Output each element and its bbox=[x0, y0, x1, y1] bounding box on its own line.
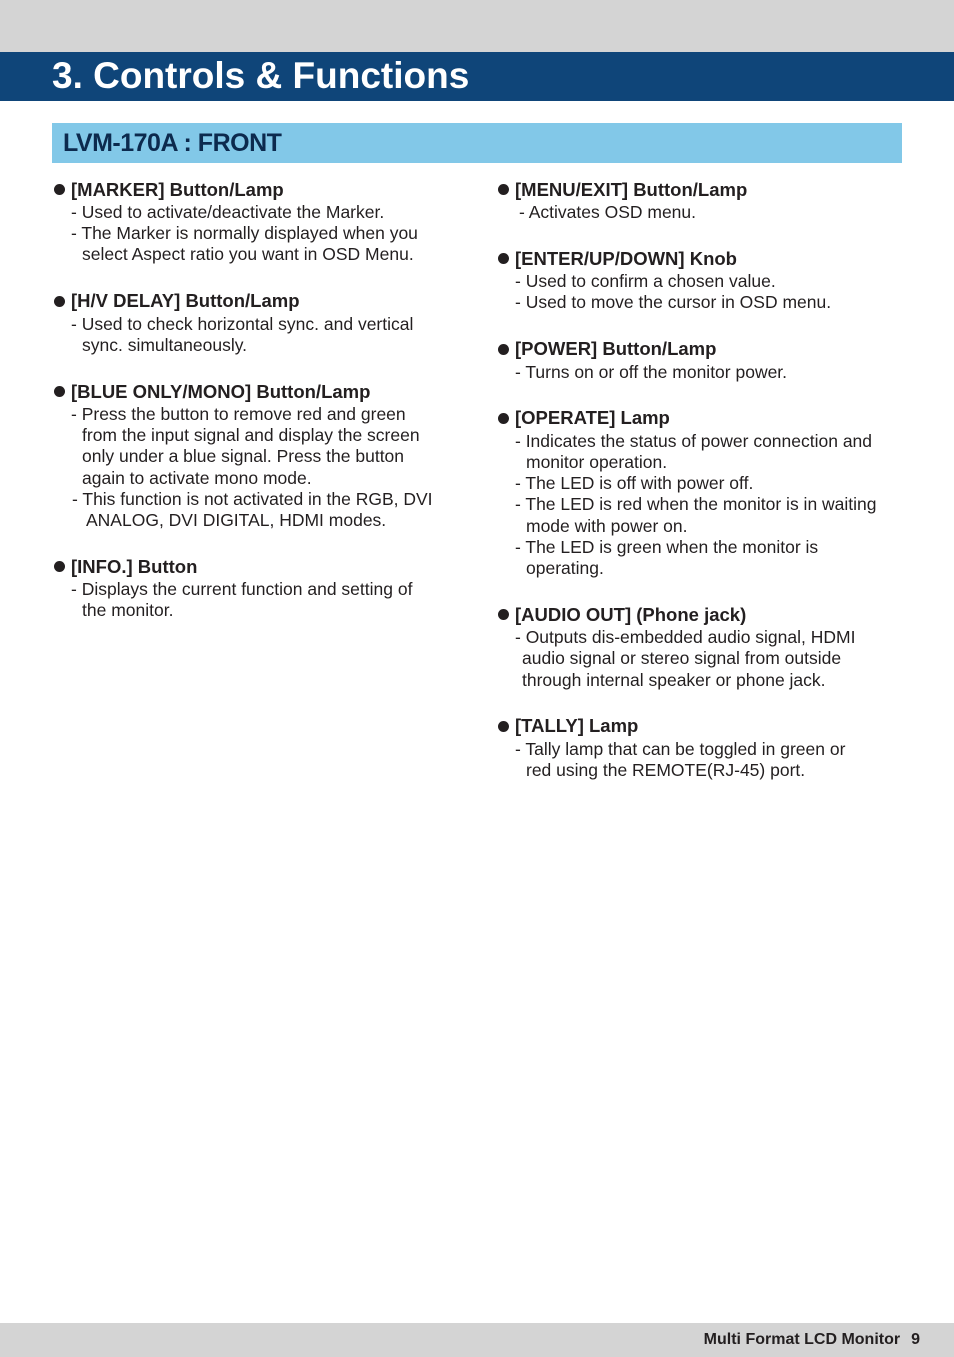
footer bbox=[704, 1328, 920, 1352]
item-title: [TALLY] Lamp bbox=[515, 715, 639, 737]
chapter-title-bar bbox=[0, 52, 954, 101]
item-audio-out bbox=[496, 602, 916, 691]
item-title: [AUDIO OUT] (Phone jack) bbox=[515, 603, 747, 625]
item-title: [MENU/EXIT] Button/Lamp bbox=[515, 178, 748, 200]
section-heading: LVM-170A : FRONT bbox=[63, 129, 282, 157]
description-line: ANALOG, DVI DIGITAL, HDMI modes. bbox=[86, 510, 387, 531]
footer-title: Multi Format LCD Monitor bbox=[703, 1331, 901, 1348]
description-line: - The LED is red when the monitor is in waiting bbox=[515, 494, 877, 515]
item-heading bbox=[496, 246, 916, 271]
item-tally bbox=[496, 714, 916, 781]
item-power bbox=[496, 337, 916, 383]
description-line: - Used to activate/deactivate the Marker. bbox=[71, 202, 385, 222]
description-line: from the input signal and display the screen bbox=[82, 425, 420, 446]
item-info bbox=[52, 554, 462, 621]
right-column bbox=[496, 177, 916, 781]
description-line: audio signal or stereo signal from outside bbox=[522, 648, 842, 669]
item-blue-only-mono bbox=[52, 379, 462, 531]
description-line: - Displays the current function and setting of bbox=[71, 579, 413, 600]
bullet-icon bbox=[54, 184, 65, 195]
description-line: mode with power on. bbox=[526, 515, 688, 536]
item-menu-exit bbox=[496, 177, 916, 223]
bullet-icon bbox=[498, 344, 509, 355]
item-title: [OPERATE] Lamp bbox=[515, 407, 670, 429]
chapter-title: 3. Controls & Functions bbox=[52, 55, 470, 96]
description-line: - The LED is green when the monitor is bbox=[515, 536, 819, 557]
description-line: monitor operation. bbox=[526, 452, 668, 473]
bullet-icon bbox=[498, 413, 509, 424]
item-operate bbox=[496, 406, 916, 579]
item-marker bbox=[52, 177, 462, 266]
description-line: - Activates OSD menu. bbox=[519, 202, 697, 222]
item-heading bbox=[496, 602, 916, 627]
item-title: [POWER] Button/Lamp bbox=[515, 338, 717, 360]
item-title: [ENTER/UP/DOWN] Knob bbox=[515, 247, 737, 269]
description-line: - Press the button to remove red and green bbox=[71, 404, 406, 425]
description-line: operating. bbox=[526, 558, 604, 579]
description-line: sync. simultaneously. bbox=[82, 334, 248, 355]
description-line: - Indicates the status of power connection and bbox=[515, 430, 873, 451]
description-line: - Used to confirm a chosen value. bbox=[515, 271, 776, 292]
top-band bbox=[0, 0, 954, 52]
bullet-icon bbox=[498, 253, 509, 264]
page-number: 9 bbox=[911, 1331, 920, 1348]
description-line: through internal speaker or phone jack. bbox=[522, 669, 826, 690]
description-line: the monitor. bbox=[82, 600, 174, 621]
bullet-icon bbox=[498, 184, 509, 195]
item-heading bbox=[52, 554, 462, 579]
item-heading bbox=[496, 337, 916, 362]
bullet-icon bbox=[54, 296, 65, 307]
description-line: again to activate mono mode. bbox=[82, 467, 312, 488]
item-heading bbox=[496, 714, 916, 739]
item-title: [BLUE ONLY/MONO] Button/Lamp bbox=[71, 380, 371, 402]
description-line: - This function is not activated in the RGB, DVI bbox=[72, 488, 433, 509]
item-heading bbox=[496, 406, 916, 431]
description-line: - Used to move the cursor in OSD menu. bbox=[515, 292, 832, 313]
description-line: - The Marker is normally displayed when you bbox=[71, 223, 418, 244]
item-title: [INFO.] Button bbox=[71, 555, 198, 577]
bullet-icon bbox=[54, 561, 65, 572]
description-line: - Tally lamp that can be toggled in green or bbox=[515, 738, 846, 759]
footer-band bbox=[0, 1323, 954, 1357]
item-title: [H/V DELAY] Button/Lamp bbox=[71, 290, 300, 312]
bullet-icon bbox=[54, 386, 65, 397]
description-line: select Aspect ratio you want in OSD Menu. bbox=[82, 244, 414, 265]
item-heading bbox=[496, 177, 916, 202]
description-line: - Outputs dis-embedded audio signal, HDMI bbox=[515, 627, 856, 648]
bullet-icon bbox=[498, 721, 509, 732]
description-line: - Used to check horizontal sync. and vertical bbox=[71, 313, 414, 334]
section-heading-bar bbox=[52, 123, 902, 163]
description-line: red using the REMOTE(RJ-45) port. bbox=[526, 760, 806, 781]
item-hv-delay bbox=[52, 289, 462, 356]
left-column bbox=[52, 177, 462, 622]
description-line: - Turns on or off the monitor power. bbox=[515, 361, 788, 382]
item-title: [MARKER] Button/Lamp bbox=[71, 178, 284, 200]
item-heading bbox=[52, 379, 462, 404]
bullet-icon bbox=[498, 609, 509, 620]
item-heading bbox=[52, 289, 462, 314]
item-heading bbox=[52, 177, 462, 202]
item-enter-up-down bbox=[496, 246, 916, 313]
description-line: - The LED is off with power off. bbox=[515, 473, 754, 494]
description-line: only under a blue signal. Press the button bbox=[82, 446, 405, 467]
